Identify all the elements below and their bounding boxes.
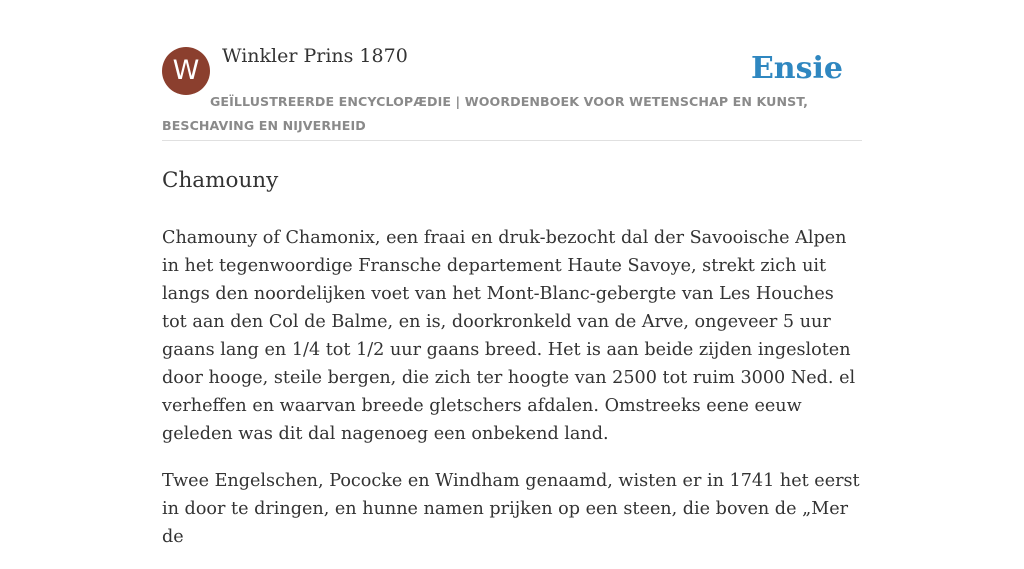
article	[162, 141, 862, 551]
source-subtitle: GEÏLLUSTREERDE ENCYCLOPÆDIE | WOORDENBOEK VOOR WETENSCHAP EN KUNST, BESCHAVING EN NIJVERHEID	[162, 94, 809, 133]
page	[162, 0, 862, 569]
entry-title: Chamouny	[162, 168, 279, 193]
brand-logo-link[interactable]: Ensie	[750, 51, 843, 86]
article-paragraph: Chamouny of Chamonix, een fraai en druk-bezocht dal der Savooische Alpen in het tegenwoordige Fransche departement Haute Savoye, strekt zich uit langs den noordelijken voet van het Mont-Blanc-gebergte van Les Houches tot aan den Col de Balme, en is, doorkronkeld van de Arve, ongeveer 5 uur gaans lang en 1/4 tot 1/2 uur gaans breed. Het is aan beide zijden ingesloten door hooge, steile bergen, die zich ter hoogte van 2500 tot ruim 3000 Ned. el verheffen en waarvan breede gletschers afdalen. Omstreeks eene eeuw geleden was dit dal nagenoeg een onbekend land.	[162, 228, 856, 444]
article-paragraph: Twee Engelschen, Pococke en Windham genaamd, wisten er in 1741 het eerst in door te dringen, en hunne namen prijken op een steen, die boven de „Mer de	[162, 471, 860, 547]
avatar[interactable]: W	[162, 47, 210, 95]
source-title[interactable]: Winkler Prins 1870	[222, 45, 408, 67]
header	[162, 0, 862, 141]
